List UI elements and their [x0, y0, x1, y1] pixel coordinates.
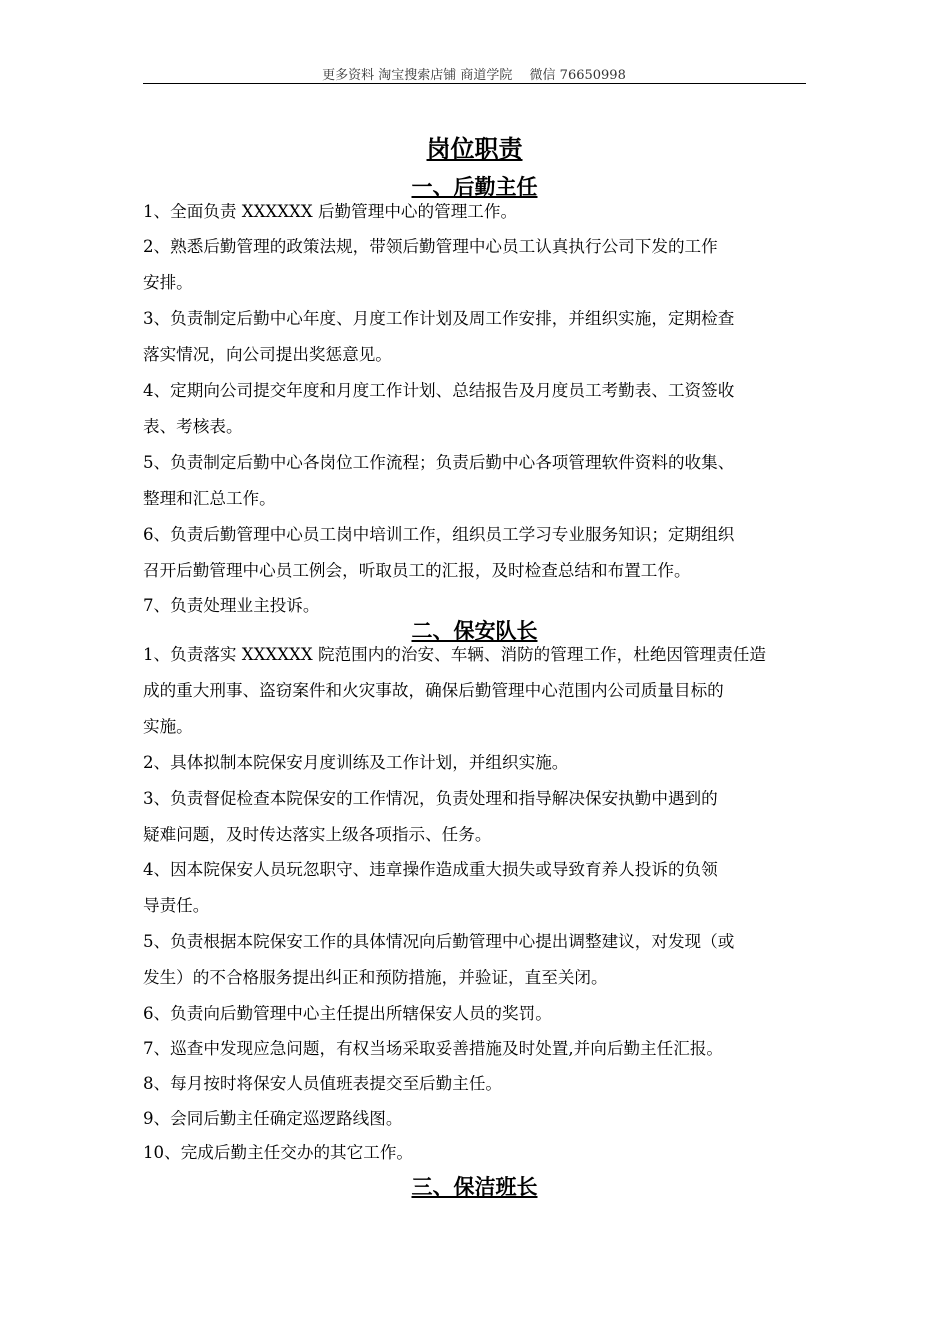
- paragraph-continuation: 实施。: [143, 717, 193, 736]
- paragraph: 6、负责向后勤管理中心主任提出所辖保安人员的奖罚。: [143, 1004, 552, 1023]
- paragraph: 4、因本院保安人员玩忽职守、违章操作造成重大损失或导致育养人投诉的负领: [143, 860, 718, 879]
- paragraph-continuation: 安排。: [143, 273, 193, 292]
- paragraph-continuation: 成的重大刑事、盗窃案件和火灾事故，确保后勤管理中心范围内公司质量目标的: [143, 681, 724, 700]
- paragraph-continuation: 表、考核表。: [143, 417, 243, 436]
- paragraph: 3、负责制定后勤中心年度、月度工作计划及周工作安排，并组织实施，定期检查: [143, 309, 735, 328]
- paragraph-continuation: 整理和汇总工作。: [143, 489, 276, 508]
- page-header: 更多资料 淘宝搜索店铺 商道学院 微信 76650998: [322, 68, 626, 83]
- paragraph: 5、负责制定后勤中心各岗位工作流程；负责后勤中心各项管理软件资料的收集、: [143, 453, 735, 472]
- paragraph: 7、巡查中发现应急问题，有权当场采取妥善措施及时处置,并向后勤主任汇报。: [143, 1039, 724, 1058]
- paragraph: 2、具体拟制本院保安月度训练及工作计划，并组织实施。: [143, 753, 569, 772]
- paragraph-continuation: 疑难问题，及时传达落实上级各项指示、任务。: [143, 825, 492, 844]
- paragraph-continuation: 召开后勤管理中心员工例会，听取员工的汇报，及时检查总结和布置工作。: [143, 561, 691, 580]
- paragraph: 10、完成后勤主任交办的其它工作。: [143, 1143, 414, 1162]
- paragraph: 8、每月按时将保安人员值班表提交至后勤主任。: [143, 1074, 503, 1093]
- section-heading-logistics-director: 一、后勤主任: [411, 175, 538, 199]
- paragraph: 9、会同后勤主任确定巡逻路线图。: [143, 1109, 403, 1128]
- section-heading-security-captain: 二、保安队长: [411, 619, 538, 643]
- section-heading-cleaning-lead: 三、保洁班长: [411, 1175, 538, 1199]
- paragraph-continuation: 导责任。: [143, 896, 210, 915]
- paragraph: 4、定期向公司提交年度和月度工作计划、总结报告及月度员工考勤表、工资签收: [143, 381, 735, 400]
- paragraph: 7、负责处理业主投诉。: [143, 596, 320, 615]
- paragraph: 2、熟悉后勤管理的政策法规，带领后勤管理中心员工认真执行公司下发的工作: [143, 237, 718, 256]
- paragraph: 5、负责根据本院保安工作的具体情况向后勤管理中心提出调整建议，对发现（或: [143, 932, 735, 951]
- paragraph: 1、全面负责 XXXXXX 后勤管理中心的管理工作。: [143, 202, 518, 221]
- header-rule: [143, 83, 806, 84]
- paragraph: 1、负责落实 XXXXXX 院范围内的治安、车辆、消防的管理工作，杜绝因管理责任造: [143, 645, 766, 664]
- paragraph: 6、负责后勤管理中心员工岗中培训工作，组织员工学习专业服务知识；定期组织: [143, 525, 735, 544]
- paragraph-continuation: 发生）的不合格服务提出纠正和预防措施，并验证，直至关闭。: [143, 968, 608, 987]
- paragraph-continuation: 落实情况，向公司提出奖惩意见。: [143, 345, 392, 364]
- paragraph: 3、负责督促检查本院保安的工作情况，负责处理和指导解决保安执勤中遇到的: [143, 789, 718, 808]
- document-title: 岗位职责: [426, 135, 523, 163]
